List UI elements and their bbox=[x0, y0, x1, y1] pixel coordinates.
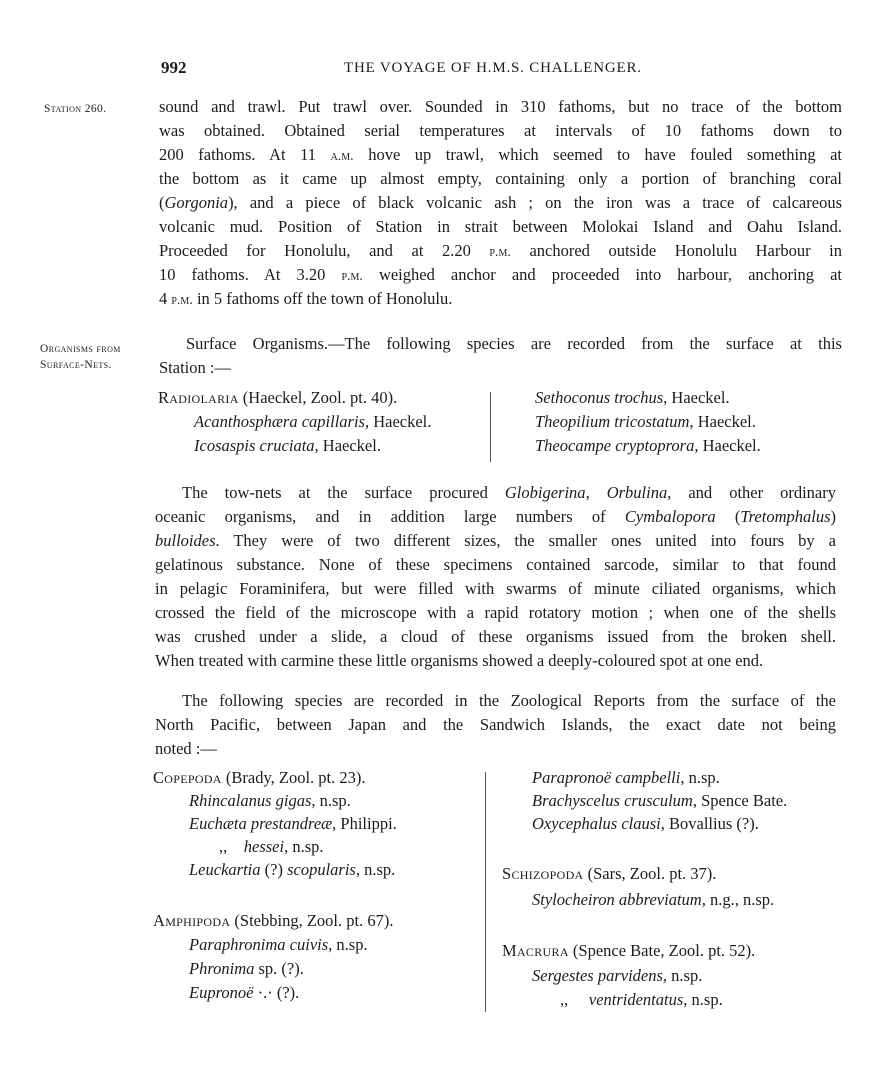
text-run: , and other ordinary bbox=[667, 483, 836, 502]
station-paragraph bbox=[159, 95, 842, 311]
text-line: noted :— bbox=[155, 739, 217, 758]
text-line: sound and trawl. Put trawl over. Sounded in 310 fathoms, but no trace of the bottom bbox=[159, 97, 842, 116]
group-heading bbox=[158, 388, 397, 408]
left-species-column bbox=[153, 768, 483, 1008]
species-authority: , Haeckel. bbox=[689, 412, 756, 431]
margin-note-station: Station 260. bbox=[44, 103, 107, 115]
section-heading: Surface Organisms. bbox=[186, 334, 328, 353]
species-authority: , n.sp. bbox=[683, 990, 723, 1009]
text-run: ) bbox=[830, 507, 836, 526]
text-line: When treated with carmine these little organisms showed a deeply-coloured spot at one end. bbox=[155, 651, 764, 670]
species-authority: , n.sp. bbox=[662, 966, 703, 985]
text-run: The tow-nets at the surface procured bbox=[182, 483, 505, 502]
species-entry bbox=[189, 860, 395, 880]
species-name: Sethoconus trochus bbox=[535, 388, 664, 407]
species-authority: , n.sp. bbox=[311, 791, 351, 810]
species-entry bbox=[189, 791, 351, 811]
text-run: hove up trawl, which seemed to have fouled something at bbox=[353, 145, 842, 164]
text-line: was crushed under a slide, a cloud of these organisms issued from the broken shell. bbox=[155, 627, 836, 646]
text-line: in pelagic Foraminifera, but were filled with swarms of minute ciliated organisms, which bbox=[155, 579, 836, 598]
group-heading bbox=[502, 864, 716, 884]
text-line bbox=[155, 481, 836, 505]
species-name: Parapronoë campbelli bbox=[532, 768, 681, 787]
text-run: oceanic organisms, and in addition large numbers of bbox=[155, 507, 625, 526]
text-run: Proceeded for Honolulu, and at 2.20 bbox=[159, 241, 490, 260]
taxon-name: Globigerina bbox=[504, 483, 586, 502]
surface-intro bbox=[159, 332, 842, 380]
species-entry bbox=[535, 388, 730, 408]
species-name: Eupronoë bbox=[189, 983, 254, 1002]
species-name: Brachyscelus crusculum bbox=[532, 791, 693, 810]
ditto-mark: ,, bbox=[219, 837, 228, 856]
species-name: Rhincalanus gigas bbox=[189, 791, 312, 810]
species-name: Acanthosphæra capillaris bbox=[194, 412, 365, 431]
species-entry bbox=[194, 412, 431, 432]
species-authority: , Haeckel. bbox=[694, 436, 761, 455]
text-line: the bottom as it came up almost empty, containing only a portion of branching coral bbox=[159, 169, 842, 188]
text-line: The following species are recorded in the Zoological Reports from the surface of the bbox=[182, 691, 836, 710]
group-name: Amphipoda bbox=[153, 911, 231, 930]
text-run: , bbox=[585, 483, 607, 502]
species-entry bbox=[532, 768, 720, 788]
species-authority: , Philippi. bbox=[332, 814, 397, 833]
radiolaria-list bbox=[158, 388, 838, 468]
text-run: 4 bbox=[159, 289, 172, 308]
time-am: a.m. bbox=[330, 149, 354, 164]
species-name: ventridentatus bbox=[588, 990, 684, 1009]
species-name: Oxycephalus clausi bbox=[532, 814, 661, 833]
text-line bbox=[159, 287, 842, 311]
species-name: Euchæta prestandreæ bbox=[189, 814, 333, 833]
running-title: THE VOYAGE OF H.M.S. CHALLENGER. bbox=[344, 60, 642, 76]
taxon-name: Tretomphalus bbox=[740, 507, 831, 526]
species-entry bbox=[219, 837, 324, 857]
species-name: scopularis bbox=[287, 860, 356, 879]
text-run: (?) bbox=[260, 860, 288, 879]
species-authority: , n.sp. bbox=[355, 860, 396, 879]
taxon-name: Orbulina bbox=[606, 483, 668, 502]
page-number: 992 bbox=[161, 58, 187, 77]
species-entry bbox=[189, 959, 304, 979]
group-reference: (Brady, Zool. pt. 23). bbox=[221, 768, 366, 787]
species-entry bbox=[532, 890, 774, 910]
species-name: Sergestes parvidens bbox=[532, 966, 663, 985]
text-line: crossed the field of the microscope with a rapid rotatory motion ; when one of the shells bbox=[155, 603, 836, 622]
column-divider bbox=[490, 392, 491, 462]
species-name: Leuckartia bbox=[189, 860, 261, 879]
text-line bbox=[159, 191, 842, 215]
species-name: Icosaspis cruciata bbox=[194, 436, 315, 455]
group-reference: (Spence Bate, Zool. pt. 52). bbox=[568, 941, 756, 960]
text-run: —The following species are recorded from the surface at this bbox=[328, 334, 842, 353]
species-authority: , n.sp. bbox=[680, 768, 720, 787]
taxon-name: bulloides bbox=[155, 531, 216, 550]
species-entry bbox=[189, 814, 397, 834]
species-authority: , n.sp. bbox=[328, 935, 368, 954]
time-pm: p.m. bbox=[341, 269, 363, 284]
species-name: Phronima bbox=[189, 959, 255, 978]
species-authority: , Haeckel. bbox=[364, 412, 432, 431]
townets-paragraph bbox=[155, 481, 836, 673]
text-run: ), and a piece of black volcanic ash ; on the iron was a trace of calcareous bbox=[228, 193, 842, 212]
species-name: hessei bbox=[243, 837, 285, 856]
species-entry bbox=[532, 791, 787, 811]
group-name: Radiolaria bbox=[158, 388, 239, 407]
margin-note-line: Organisms from bbox=[40, 343, 121, 355]
species-authority: , Bovallius (?). bbox=[660, 814, 759, 833]
species-name: Stylocheiron abbreviatum bbox=[532, 890, 702, 909]
taxon-name: Gorgonia bbox=[164, 193, 229, 212]
text-run: 200 fathoms. At 11 bbox=[159, 145, 331, 164]
text-run: in 5 fathoms off the town of Honolulu. bbox=[192, 289, 453, 308]
group-reference: (Sars, Zool. pt. 37). bbox=[583, 864, 717, 883]
margin-note-organisms bbox=[40, 341, 121, 373]
species-entry bbox=[194, 436, 381, 456]
time-pm: p.m. bbox=[171, 293, 193, 308]
text-line bbox=[155, 529, 836, 553]
species-entry bbox=[532, 814, 759, 834]
text-line: gelatinous substance. None of these specimens contained sarcode, similar to that found bbox=[155, 555, 836, 574]
text-line: North Pacific, between Japan and the Sandwich Islands, the exact date not being bbox=[155, 715, 836, 734]
group-heading bbox=[502, 941, 755, 961]
species-name: Paraphronima cuivis bbox=[189, 935, 329, 954]
species-authority: , Haeckel. bbox=[663, 388, 730, 407]
text-run: ( bbox=[159, 193, 165, 212]
ditto-mark: ,, bbox=[560, 990, 569, 1009]
species-authority: , Spence Bate. bbox=[692, 791, 788, 810]
group-reference: (Stebbing, Zool. pt. 67). bbox=[230, 911, 394, 930]
text-run: weighed anchor and proceeded into harbour, anchoring at bbox=[362, 265, 842, 284]
text-line bbox=[155, 505, 836, 529]
group-name: Copepoda bbox=[153, 768, 222, 787]
species-authority: ·.· (?). bbox=[253, 983, 300, 1002]
text-run: ( bbox=[715, 507, 741, 526]
species-name: Theocampe cryptoprora bbox=[535, 436, 695, 455]
group-reference: (Haeckel, Zool. pt. 40). bbox=[238, 388, 398, 407]
species-authority: , Haeckel. bbox=[314, 436, 381, 455]
group-name: Schizopoda bbox=[502, 864, 584, 883]
species-entry bbox=[535, 436, 761, 456]
species-entry bbox=[532, 966, 702, 986]
text-run: anchored outside Honolulu Harbour in bbox=[510, 241, 842, 260]
text-line bbox=[159, 263, 842, 287]
text-line bbox=[159, 143, 842, 167]
text-line: Station :— bbox=[159, 358, 231, 377]
species-name: Theopilium tricostatum bbox=[535, 412, 690, 431]
right-species-column bbox=[502, 768, 842, 1028]
species-authority: , n.g., n.sp. bbox=[701, 890, 775, 909]
text-line: was obtained. Obtained serial temperatures at intervals of 10 fathoms down to bbox=[159, 121, 842, 140]
column-divider bbox=[485, 772, 486, 1012]
group-name: Macrura bbox=[502, 941, 569, 960]
text-line bbox=[159, 332, 842, 356]
taxon-name: Cymbalopora bbox=[624, 507, 716, 526]
time-pm: p.m. bbox=[489, 245, 511, 260]
text-run: 10 fathoms. At 3.20 bbox=[159, 265, 342, 284]
text-line: volcanic mud. Position of Station in strait between Molokai Island and Oahu Island. bbox=[159, 217, 842, 236]
text-run: . They were of two different sizes, the smaller ones united into fours by a bbox=[215, 531, 836, 550]
zoological-paragraph bbox=[155, 689, 836, 761]
species-entry bbox=[535, 412, 756, 432]
species-authority: , n.sp. bbox=[284, 837, 324, 856]
group-heading bbox=[153, 911, 393, 931]
species-authority: sp. (?). bbox=[254, 959, 304, 978]
species-entry bbox=[189, 935, 368, 955]
margin-note-line: Surface-Nets. bbox=[40, 359, 112, 371]
species-entry bbox=[560, 990, 723, 1010]
group-heading bbox=[153, 768, 366, 788]
text-line bbox=[159, 239, 842, 263]
species-entry bbox=[189, 983, 299, 1003]
